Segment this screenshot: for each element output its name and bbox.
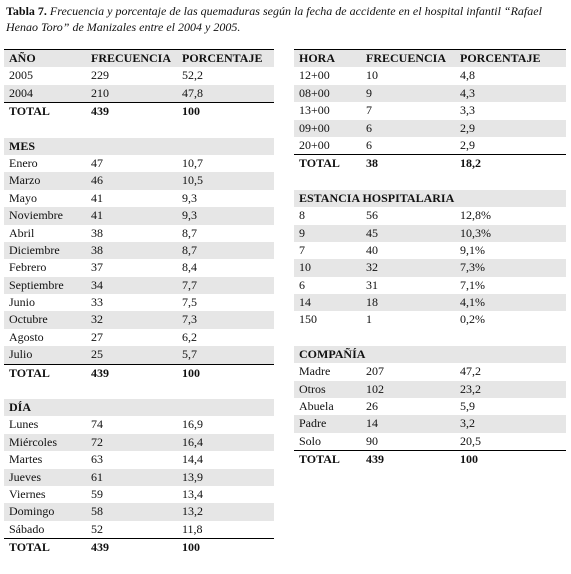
cell-label: 09+00: [299, 120, 330, 135]
cell-frecuencia: 72: [91, 434, 103, 449]
cell-label: 7: [299, 242, 305, 257]
cell-label: Mayo: [9, 190, 37, 205]
cell-frecuencia: 102: [366, 381, 384, 396]
right-column: [294, 49, 566, 486]
cell-porcentaje: 6,2: [182, 329, 197, 344]
cell-porcentaje: 4,3: [460, 85, 475, 100]
cell-label: Padre: [299, 416, 327, 431]
cell-frecuencia: 47: [91, 155, 103, 170]
cell-label: Miércoles: [9, 434, 57, 449]
section-title-row: [4, 399, 274, 416]
cell-frecuencia: 27: [91, 329, 103, 344]
section-title: MES: [9, 138, 36, 153]
table-row: [294, 415, 566, 432]
caption-label: Tabla 7.: [6, 4, 47, 18]
cell-frecuencia: 45: [366, 225, 378, 240]
cell-porcentaje: 2,9: [460, 120, 475, 135]
cell-label: 10: [299, 260, 311, 275]
cell-porcentaje: PORCENTAJE: [460, 51, 541, 65]
cell-label: Solo: [299, 433, 322, 448]
cell-frecuencia: 37: [91, 260, 103, 275]
cell-porcentaje: 13,9: [182, 469, 203, 484]
cell-frecuencia: 229: [91, 68, 109, 83]
cell-label: AÑO: [9, 51, 36, 65]
table-row: [294, 363, 566, 380]
table-row: [294, 67, 566, 84]
cell-label: Noviembre: [9, 208, 63, 223]
section-hora: [294, 49, 566, 173]
cell-label: Julio: [9, 347, 33, 362]
cell-frecuencia: 56: [366, 208, 378, 223]
table-row: [294, 85, 566, 102]
cell-frecuencia: 41: [91, 190, 103, 205]
cell-frecuencia: 6: [366, 137, 372, 152]
cell-label: TOTAL: [299, 452, 340, 467]
cell-label: 08+00: [299, 85, 330, 100]
cell-frecuencia: 210: [91, 85, 109, 100]
table-row: [294, 398, 566, 415]
cell-label: 14: [299, 295, 311, 310]
cell-porcentaje: 10,5: [182, 173, 203, 188]
cell-label: TOTAL: [9, 104, 50, 119]
cell-label: Marzo: [9, 173, 41, 188]
cell-porcentaje: 5,9: [460, 399, 475, 414]
table-row: [294, 242, 566, 259]
cell-label: Agosto: [9, 329, 44, 344]
section-anio: [4, 49, 274, 121]
cell-label: 150: [299, 312, 317, 327]
cell-porcentaje: 9,3: [182, 208, 197, 223]
cell-frecuencia: 31: [366, 277, 378, 292]
section-title-row: [4, 138, 274, 155]
total-row: [4, 364, 274, 382]
cell-porcentaje: 7,1%: [460, 277, 485, 292]
cell-porcentaje: 10,7: [182, 155, 203, 170]
section-title: COMPAÑÍA: [299, 346, 366, 361]
table-row: [4, 416, 274, 433]
table-row: [4, 172, 274, 189]
cell-porcentaje: 9,1%: [460, 242, 485, 257]
cell-porcentaje: 3,2: [460, 416, 475, 431]
cell-frecuencia: 9: [366, 85, 372, 100]
cell-label: 6: [299, 277, 305, 292]
cell-label: Viernes: [9, 486, 46, 501]
cell-porcentaje: 16,4: [182, 434, 203, 449]
cell-frecuencia: 38: [366, 156, 378, 171]
cell-porcentaje: 8,4: [182, 260, 197, 275]
caption-text: Frecuencia y porcentaje de las quemaduras según la fecha de accidente en el hospital infantil “Rafael Henao Toro” de Manizales entre el 2004 y 2005.: [6, 4, 542, 34]
cell-label: Abuela: [299, 399, 334, 414]
cell-porcentaje: 13,2: [182, 504, 203, 519]
cell-frecuencia: 10: [366, 68, 378, 83]
cell-frecuencia: 32: [366, 260, 378, 275]
total-row: [294, 154, 566, 172]
cell-label: Junio: [9, 295, 36, 310]
cell-porcentaje: 7,7: [182, 277, 197, 292]
table-row: [4, 242, 274, 259]
cell-frecuencia: 7: [366, 103, 372, 118]
table-row: [4, 451, 274, 468]
cell-porcentaje: 7,3: [182, 312, 197, 327]
cell-porcentaje: 0,2%: [460, 312, 485, 327]
section-mes: [4, 138, 274, 382]
cell-frecuencia: 33: [91, 295, 103, 310]
cell-label: 2004: [9, 85, 33, 100]
cell-porcentaje: 3,3: [460, 103, 475, 118]
cell-frecuencia: 52: [91, 521, 103, 536]
table-row: [4, 277, 274, 294]
cell-porcentaje: 12,8%: [460, 208, 491, 223]
cell-label: TOTAL: [9, 540, 50, 555]
section-estancia: [294, 190, 566, 329]
table-row: [4, 311, 274, 328]
cell-porcentaje: 52,2: [182, 68, 203, 83]
cell-frecuencia: 74: [91, 417, 103, 432]
cell-porcentaje: 9,3: [182, 190, 197, 205]
header-row: [4, 49, 274, 67]
total-row: [4, 538, 274, 556]
header-row: [294, 49, 566, 67]
cell-porcentaje: 100: [182, 104, 200, 119]
total-row: [294, 450, 566, 468]
table-row: [4, 67, 274, 84]
left-column: [4, 49, 274, 574]
section-title-row: [294, 190, 566, 207]
cell-porcentaje: 20,5: [460, 433, 481, 448]
table-row: [4, 503, 274, 520]
cell-porcentaje: 5,7: [182, 347, 197, 362]
cell-label: Enero: [9, 155, 38, 170]
table-row: [4, 207, 274, 224]
cell-frecuencia: 58: [91, 504, 103, 519]
cell-frecuencia: FRECUENCIA: [366, 51, 447, 65]
table-row: [294, 225, 566, 242]
cell-frecuencia: 439: [366, 452, 384, 467]
table-row: [4, 521, 274, 538]
table-row: [4, 346, 274, 363]
cell-porcentaje: 7,5: [182, 295, 197, 310]
cell-porcentaje: 23,2: [460, 381, 481, 396]
table-row: [4, 486, 274, 503]
cell-label: Septiembre: [9, 277, 64, 292]
cell-label: 13+00: [299, 103, 330, 118]
cell-label: 9: [299, 225, 305, 240]
table-row: [294, 294, 566, 311]
table-row: [4, 294, 274, 311]
table-row: [294, 137, 566, 154]
table-row: [294, 259, 566, 276]
cell-label: HORA: [299, 51, 335, 65]
table-row: [4, 225, 274, 242]
cell-label: TOTAL: [9, 365, 50, 380]
cell-frecuencia: 40: [366, 242, 378, 257]
cell-frecuencia: 207: [366, 364, 384, 379]
cell-porcentaje: 16,9: [182, 417, 203, 432]
cell-porcentaje: 4,8: [460, 68, 475, 83]
table-row: [294, 277, 566, 294]
total-row: [4, 102, 274, 120]
cell-frecuencia: 14: [366, 416, 378, 431]
cell-frecuencia: 32: [91, 312, 103, 327]
table-row: [294, 381, 566, 398]
cell-frecuencia: 90: [366, 433, 378, 448]
table-row: [4, 190, 274, 207]
table-row: [4, 329, 274, 346]
cell-porcentaje: 14,4: [182, 452, 203, 467]
cell-porcentaje: 100: [460, 452, 478, 467]
cell-label: Sábado: [9, 521, 45, 536]
table-row: [4, 259, 274, 276]
cell-label: Madre: [299, 364, 331, 379]
table-row: [4, 434, 274, 451]
cell-frecuencia: 34: [91, 277, 103, 292]
section-dia: [4, 399, 274, 557]
section-title-row: [294, 346, 566, 363]
cell-porcentaje: PORCENTAJE: [182, 51, 263, 65]
cell-porcentaje: 47,8: [182, 85, 203, 100]
cell-porcentaje: 8,7: [182, 242, 197, 257]
cell-label: 2005: [9, 68, 33, 83]
cell-frecuencia: 46: [91, 173, 103, 188]
cell-porcentaje: 100: [182, 365, 200, 380]
cell-frecuencia: 25: [91, 347, 103, 362]
cell-porcentaje: 7,3%: [460, 260, 485, 275]
cell-label: Jueves: [9, 469, 41, 484]
cell-frecuencia: 439: [91, 104, 109, 119]
cell-porcentaje: 100: [182, 540, 200, 555]
cell-frecuencia: 63: [91, 452, 103, 467]
cell-label: Lunes: [9, 417, 39, 432]
table-row: [294, 433, 566, 450]
cell-porcentaje: 4,1%: [460, 295, 485, 310]
cell-frecuencia: 59: [91, 486, 103, 501]
cell-label: Diciembre: [9, 242, 60, 257]
table-row: [294, 120, 566, 137]
cell-porcentaje: 8,7: [182, 225, 197, 240]
cell-label: 12+00: [299, 68, 330, 83]
section-title: DÍA: [9, 400, 32, 415]
section-title: ESTANCIA HOSPITALARIA: [299, 190, 455, 205]
cell-frecuencia: 18: [366, 295, 378, 310]
cell-label: Abril: [9, 225, 35, 240]
cell-frecuencia: 61: [91, 469, 103, 484]
cell-porcentaje: 13,4: [182, 486, 203, 501]
cell-frecuencia: 6: [366, 120, 372, 135]
cell-frecuencia: 38: [91, 225, 103, 240]
table-row: [4, 85, 274, 102]
cell-frecuencia: 38: [91, 242, 103, 257]
cell-porcentaje: 47,2: [460, 364, 481, 379]
table-row: [4, 155, 274, 172]
cell-label: 20+00: [299, 137, 330, 152]
cell-frecuencia: FRECUENCIA: [91, 51, 172, 65]
cell-label: Martes: [9, 452, 43, 467]
cell-frecuencia: 1: [366, 312, 372, 327]
cell-label: Octubre: [9, 312, 48, 327]
cell-porcentaje: 2,9: [460, 137, 475, 152]
cell-frecuencia: 439: [91, 540, 109, 555]
table-row: [4, 469, 274, 486]
cell-label: Febrero: [9, 260, 47, 275]
section-compania: [294, 346, 566, 469]
cell-porcentaje: 18,2: [460, 156, 481, 171]
cell-label: 8: [299, 208, 305, 223]
table-row: [294, 207, 566, 224]
table-row: [294, 102, 566, 119]
table-row: [294, 311, 566, 328]
cell-frecuencia: 41: [91, 208, 103, 223]
cell-label: Domingo: [9, 504, 55, 519]
cell-porcentaje: 10,3%: [460, 225, 491, 240]
cell-frecuencia: 439: [91, 365, 109, 380]
cell-porcentaje: 11,8: [182, 521, 203, 536]
cell-frecuencia: 26: [366, 399, 378, 414]
cell-label: TOTAL: [299, 156, 340, 171]
table-caption: [6, 3, 562, 35]
cell-label: Otros: [299, 381, 326, 396]
